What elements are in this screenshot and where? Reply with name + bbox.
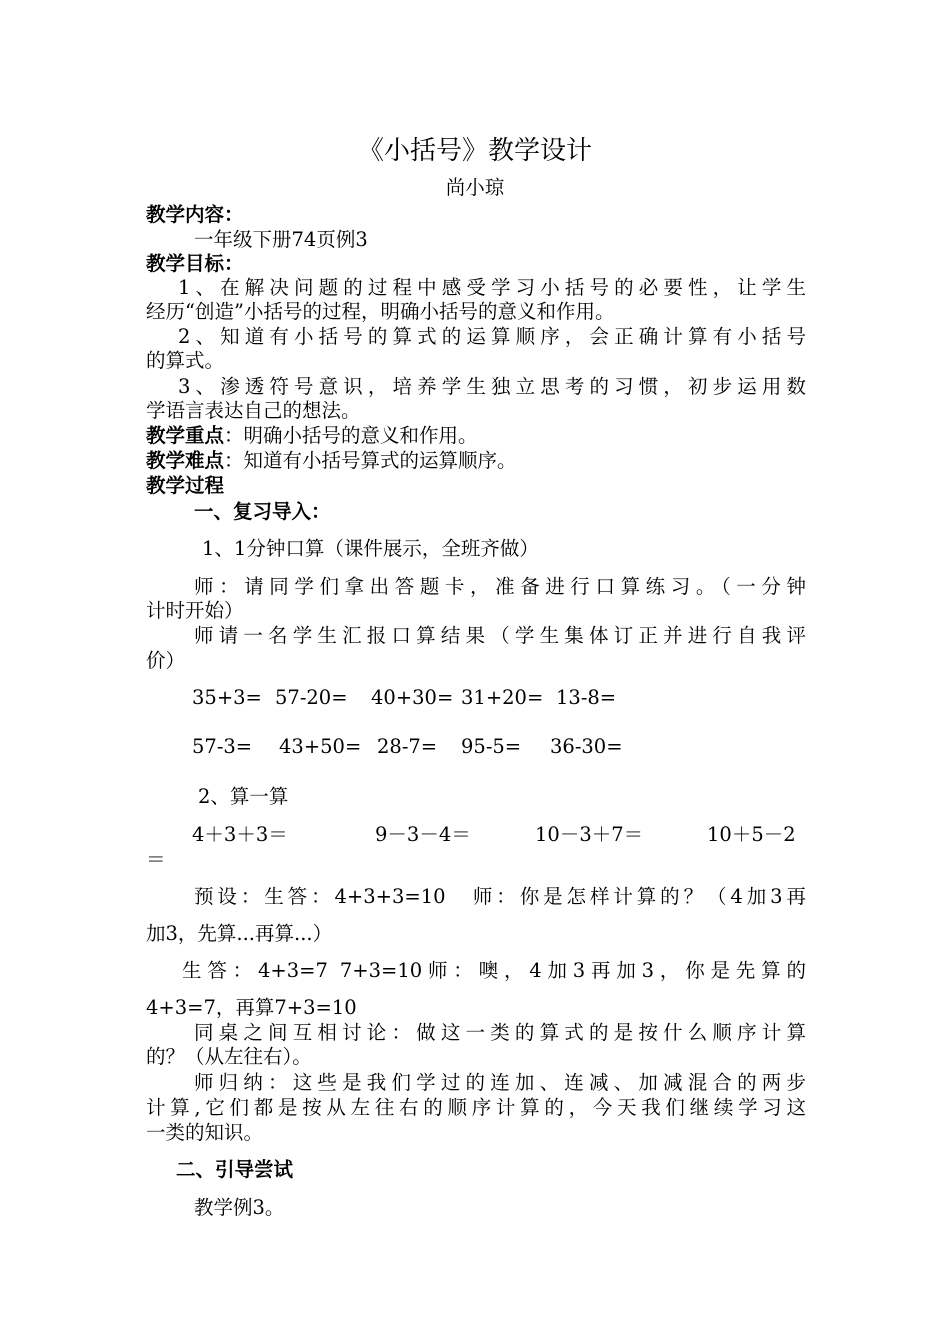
teacher-2-line-1: 师请一名学生汇报口算结果（学生集体订正并进行自我评: [194, 624, 806, 647]
preset-line-1: 预设：生答：4+3+3=10 师：你是怎样计算的？（4加3再: [194, 885, 806, 908]
goal-2-line-1: 2、知道有小括号的算式的运算顺序，会正确计算有小括号: [178, 325, 806, 348]
discuss-line-2: 的？（从左往右）。: [146, 1045, 312, 1068]
content-text: 一年级下册74页例3: [194, 228, 368, 251]
oral-problem: 40+30=: [371, 686, 454, 709]
part-1-heading: 一、复习导入：: [194, 500, 331, 523]
preset-line-2: 加3，先算...再算...）: [146, 922, 333, 945]
summary-line-1: 师归纳：这些是我们学过的连加、连减、加减混合的两步: [194, 1071, 806, 1094]
part-2-heading: 二、引导尝试: [176, 1158, 294, 1181]
calc-problem: 10＋5－2: [707, 823, 796, 846]
calc-problem: 9－3－4＝: [375, 823, 471, 846]
goal-3-line-2: 学语言表达自己的想法。: [146, 399, 361, 422]
goals-heading: 教学目标：: [146, 252, 244, 275]
example-text: 教学例3。: [194, 1196, 285, 1219]
teacher-1-line-2: 计时开始）: [146, 599, 244, 622]
student-line-1: 生答：4+3=7 7+3=10师：噢，4加3再加3，你是先算的: [182, 959, 806, 982]
item-2: 2、算一算: [198, 785, 289, 808]
summary-line-3: 一类的知识。: [146, 1121, 264, 1144]
oral-problem: 31+20=: [461, 686, 544, 709]
summary-line-2: 计算,它们都是按从左往右的顺序计算的，今天我们继续学习这: [146, 1096, 806, 1119]
oral-problem: 95-5=: [461, 735, 522, 758]
key-point-text: ：明确小括号的意义和作用。: [224, 424, 478, 447]
content-heading: 教学内容：: [146, 203, 244, 226]
oral-problem: 35+3=: [192, 686, 262, 709]
teacher-1-line-1: 师：请同学们拿出答题卡，准备进行口算练习。（一分钟: [194, 575, 806, 598]
calc-problem: 10－3＋7＝: [535, 823, 644, 846]
difficulty-label: 教学难点: [146, 449, 225, 472]
process-heading: 教学过程: [146, 474, 225, 497]
teacher-2-line-2: 价）: [146, 649, 186, 672]
item-1: 1、1分钟口算（课件展示，全班齐做）: [202, 537, 539, 560]
oral-problem: 28-7=: [377, 735, 438, 758]
oral-problem: 57-20=: [275, 686, 348, 709]
goal-1-line-1: 1、在解决问题的过程中感受学习小括号的必要性，让学生: [178, 276, 806, 299]
oral-problem: 13-8=: [556, 686, 617, 709]
student-line-2: 4+3=7，再算7+3=10: [146, 996, 357, 1019]
calc-wrap: ＝: [146, 848, 166, 871]
page-title: 《小括号》教学设计: [357, 136, 592, 166]
difficulty-text: ：知道有小括号算式的运算顺序。: [224, 449, 517, 472]
difficulty: [146, 449, 806, 473]
author: 尚小琼: [445, 176, 505, 199]
goal-1-line-2: 经历“创造”小括号的过程，明确小括号的意义和作用。: [146, 300, 615, 323]
key-point-label: 教学重点: [146, 424, 225, 447]
oral-problem: 57-3=: [192, 735, 253, 758]
oral-problem: 43+50=: [279, 735, 362, 758]
goal-2-line-2: 的算式。: [146, 349, 225, 372]
goal-3-line-1: 3、渗透符号意识，培养学生独立思考的习惯，初步运用数: [178, 375, 806, 398]
calc-problem: 4＋3＋3＝: [192, 823, 288, 846]
oral-problem: 36-30=: [550, 735, 623, 758]
discuss-line-1: 同桌之间互相讨论：做这一类的算式的是按什么顺序计算: [194, 1021, 806, 1044]
key-point: [146, 424, 806, 448]
